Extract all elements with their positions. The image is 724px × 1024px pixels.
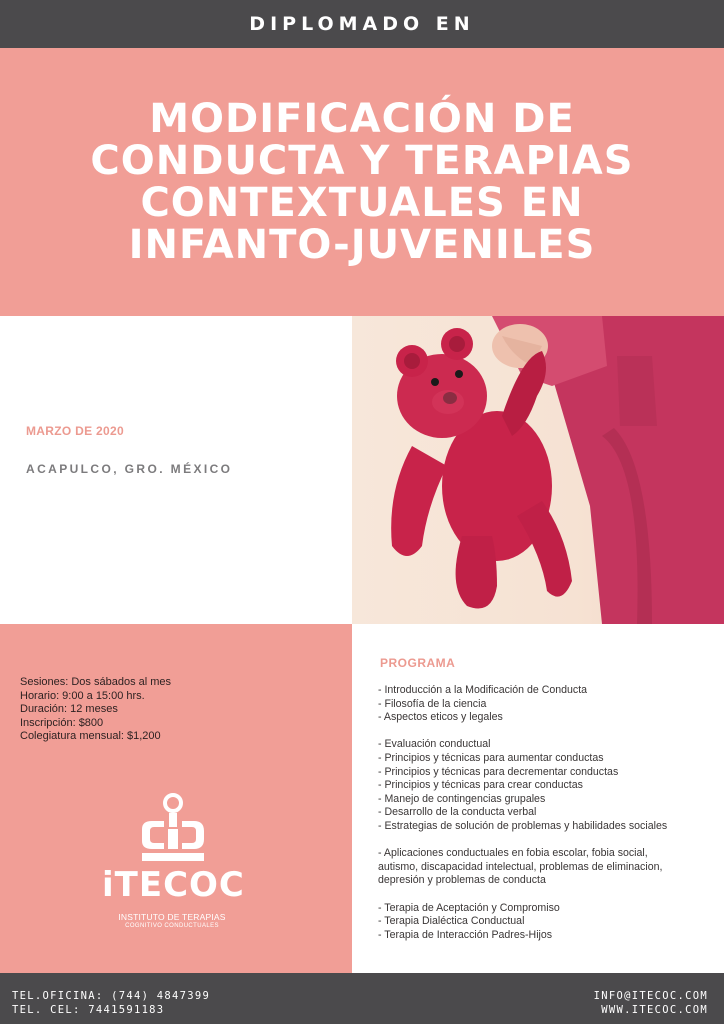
tuition-detail: Colegiatura mensual: $1,200 [20,730,161,742]
event-info-panel [0,316,352,624]
program-item: - Evaluación conductual [378,738,491,751]
program-item: - Estrategias de solución de problemas y habilidades sociales [378,819,668,832]
teddy-bear-illustration [352,316,724,624]
email-link[interactable]: INFO@ITECOC.COM [593,990,708,1002]
program-item: - Introducción a la Modificación de Conducta [378,684,588,696]
event-location: ACAPULCO, GRO. MÉXICO [26,462,233,476]
program-heading: PROGRAMA [380,656,456,670]
course-details-panel [0,624,352,973]
program-group-techniques [378,738,718,833]
program-item: - Terapia Dialéctica Conductual [378,915,525,928]
sessions-detail: Sesiones: Dos sábados al mes [20,676,172,688]
program-item: - Principios y técnicas para aumentar conductas [378,751,604,764]
schedule-detail: Horario: 9:00 a 15:00 hrs. [20,689,145,702]
hero-section [0,48,724,316]
program-group-intro [378,684,718,725]
itecoc-logo [102,789,245,939]
program-item: - Manejo de contingencias grupales [378,792,546,805]
logo-wordmark: iTECOC [102,865,245,905]
program-item: - Filosofía de la ciencia [378,697,487,710]
program-item: - Terapia de Interacción Padres-Hijos [378,928,553,941]
enrollment-detail: Inscripción: $800 [20,716,104,729]
program-list [378,684,718,956]
footer-bar [0,973,724,1024]
logo-emblem-icon [102,789,242,869]
program-item: - Aspectos eticos y legales [378,711,503,724]
event-date: MARZO DE 2020 [26,424,124,438]
cell-phone: TEL. CEL: 7441591183 [12,1004,165,1016]
course-title: MODIFICACIÓN DE CONDUCTA Y TERAPIAS CONTEXTUALES EN INFANTO-JUVENILES [90,96,634,268]
office-phone: TEL.OFICINA: (744) 4847399 [12,990,211,1002]
top-banner [0,0,724,48]
diplomado-label: DIPLOMADO EN [249,13,475,35]
footer-phones [12,989,210,1017]
program-item: autismo, discapacidad intelectual, problemas de eliminacion, [378,860,663,873]
program-item: - Aplicaciones conductuales en fobia escolar, fobia social, [378,847,648,860]
teddy-bear-photo [352,316,724,624]
program-panel [352,624,724,973]
program-item: - Principios y técnicas para crear conductas [378,779,583,792]
program-item: - Principios y técnicas para decrementar conductas [378,765,619,778]
website-link[interactable]: WWW.ITECOC.COM [601,1004,708,1016]
logo-subtitle-line1: INSTITUTO DE TERAPIAS [118,912,226,922]
program-group-applications [378,847,718,888]
program-item: - Terapia de Aceptación y Compromiso [378,901,560,914]
footer-contact [594,989,708,1017]
program-group-therapies [378,902,718,943]
program-item: - Desarrollo de la conducta verbal [378,806,537,819]
logo-subtitle-line2: COGNITIVO CONDUCTUALES [125,923,219,929]
program-item: depresión y problemas de conducta [378,874,546,887]
duration-detail: Duración: 12 meses [20,703,118,715]
course-details-list [20,676,171,744]
